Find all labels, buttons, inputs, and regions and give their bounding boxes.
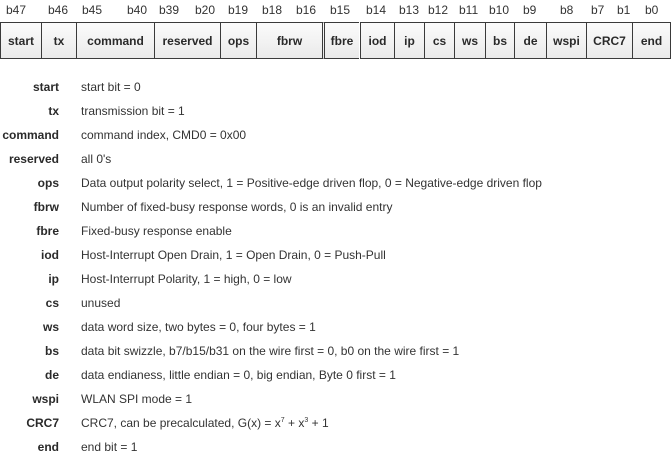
bit-label: b15 bbox=[330, 3, 351, 17]
field-name-label: command bbox=[2, 128, 59, 142]
register-field-de: de bbox=[514, 22, 546, 59]
field-description-text: Number of fixed-busy response words, 0 is an invalid entry bbox=[81, 200, 393, 214]
field-description-row bbox=[0, 128, 671, 148]
register-field-bs: bs bbox=[485, 22, 514, 59]
formula-prefix: CRC7, can be precalculated, G(x) = x bbox=[81, 416, 281, 430]
field-description-row bbox=[0, 392, 671, 412]
field-name-label: ws bbox=[42, 320, 59, 334]
cmd0-register-diagram bbox=[0, 22, 671, 59]
field-description-text: Host-Interrupt Open Drain, 1 = Open Drain, 0 = Push-Pull bbox=[81, 248, 386, 262]
field-description-row bbox=[0, 296, 671, 316]
field-description-row bbox=[0, 152, 671, 172]
bit-label: b7 bbox=[591, 3, 605, 17]
bit-label: b20 bbox=[195, 3, 216, 17]
field-description-text: WLAN SPI mode = 1 bbox=[81, 392, 193, 406]
register-field-crc7: CRC7 bbox=[586, 22, 632, 59]
field-name-label: fbre bbox=[36, 224, 59, 238]
register-field-iod: iod bbox=[360, 22, 394, 59]
register-field-ops: ops bbox=[220, 22, 256, 59]
exponent: 3 bbox=[304, 417, 309, 424]
field-description-text: Host-Interrupt Polarity, 1 = high, 0 = low bbox=[81, 272, 292, 286]
register-field-fbrw: fbrw bbox=[256, 22, 322, 59]
field-description-text: command index, CMD0 = 0x00 bbox=[81, 128, 247, 142]
bit-label: b14 bbox=[366, 3, 387, 17]
field-description-text: data bit swizzle, b7/b15/b31 on the wire first = 0, b0 on the wire first = 1 bbox=[81, 344, 460, 358]
field-description-text bbox=[81, 416, 329, 430]
bit-label: b1 bbox=[617, 3, 631, 17]
field-description-text: transmission bit = 1 bbox=[81, 104, 185, 118]
bit-label: b9 bbox=[523, 3, 537, 17]
field-name-label: tx bbox=[48, 104, 59, 118]
field-description-row bbox=[0, 440, 671, 460]
register-field-tx: tx bbox=[41, 22, 76, 59]
field-name-label: wspi bbox=[32, 392, 59, 406]
bit-label: b40 bbox=[127, 3, 148, 17]
register-field-fbre: fbre bbox=[322, 22, 359, 59]
field-description-row bbox=[0, 320, 671, 340]
exponent: 7 bbox=[280, 417, 285, 424]
field-description-row bbox=[0, 272, 671, 292]
bit-label: b0 bbox=[645, 3, 659, 17]
field-description-row bbox=[0, 224, 671, 244]
field-name-label: fbrw bbox=[33, 200, 59, 214]
register-field-reserved: reserved bbox=[154, 22, 220, 59]
bit-position-labels bbox=[0, 0, 671, 20]
register-field-wspi: wspi bbox=[546, 22, 586, 59]
field-name-label: bs bbox=[44, 344, 59, 358]
field-description-row bbox=[0, 248, 671, 268]
field-name-label: end bbox=[37, 440, 59, 454]
field-description-text: end bit = 1 bbox=[81, 440, 138, 454]
field-name-label: reserved bbox=[8, 152, 59, 166]
field-name-label: ops bbox=[37, 176, 59, 190]
bit-label: b47 bbox=[6, 3, 27, 17]
field-description-text: unused bbox=[81, 296, 121, 310]
field-name-label: start bbox=[32, 80, 59, 94]
bit-label: b19 bbox=[228, 3, 249, 17]
bit-label: b45 bbox=[82, 3, 103, 17]
field-description-text: Fixed-busy response enable bbox=[81, 224, 232, 238]
bit-label: b8 bbox=[560, 3, 574, 17]
formula-tail: + 1 bbox=[308, 416, 329, 430]
field-description-text: start bit = 0 bbox=[81, 80, 141, 94]
bit-label: b10 bbox=[489, 3, 510, 17]
bit-label: b46 bbox=[48, 3, 69, 17]
formula-mid: + x bbox=[284, 416, 305, 430]
field-name-label: cs bbox=[45, 296, 59, 310]
field-description-row bbox=[0, 344, 671, 364]
field-description-text: all 0's bbox=[81, 152, 112, 166]
register-field-end: end bbox=[632, 22, 671, 59]
field-name-label: iod bbox=[41, 248, 59, 262]
field-description-text: Data output polarity select, 1 = Positive-edge driven flop, 0 = Negative-edge driven flop bbox=[81, 176, 542, 190]
field-description-row bbox=[0, 176, 671, 196]
register-field-ip: ip bbox=[394, 22, 424, 59]
field-name-label: de bbox=[44, 368, 59, 382]
field-name-label: ip bbox=[48, 272, 59, 286]
field-description-row bbox=[0, 104, 671, 124]
field-description-row bbox=[0, 416, 671, 436]
register-field-command: command bbox=[76, 22, 154, 59]
bit-label: b16 bbox=[296, 3, 317, 17]
bit-label: b39 bbox=[159, 3, 180, 17]
register-field-cs: cs bbox=[424, 22, 454, 59]
field-description-row bbox=[0, 80, 671, 100]
register-field-start: start bbox=[0, 22, 41, 59]
field-description-text: data endianess, little endian = 0, big endian, Byte 0 first = 1 bbox=[81, 368, 396, 382]
field-description-row bbox=[0, 200, 671, 220]
register-field-ws: ws bbox=[454, 22, 485, 59]
field-description-text: data word size, two bytes = 0, four bytes = 1 bbox=[81, 320, 316, 334]
bit-label: b11 bbox=[459, 3, 479, 17]
bit-label: b18 bbox=[262, 3, 283, 17]
field-description-row bbox=[0, 368, 671, 388]
bit-label: b13 bbox=[399, 3, 420, 17]
bit-label: b12 bbox=[428, 3, 449, 17]
field-name-label: CRC7 bbox=[26, 416, 59, 430]
